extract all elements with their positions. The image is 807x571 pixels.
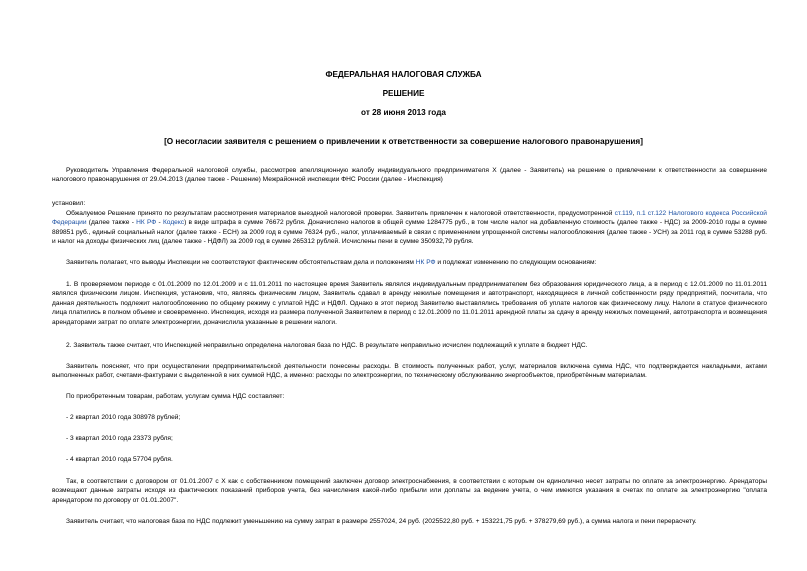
vat-intro-paragraph: По приобретенным товарам, работам, услугам сумма НДС составляет: — [66, 393, 285, 400]
agency-name: ФЕДЕРАЛЬНАЯ НАЛОГОВАЯ СЛУЖБА — [325, 70, 482, 79]
applicant-position-paragraph — [52, 258, 767, 267]
ustanovil-label: установил: — [52, 200, 86, 207]
vat-item-q3: - 3 квартал 2010 года 23373 рубля; — [66, 435, 173, 442]
link-kodeks[interactable]: Кодекс — [162, 219, 185, 227]
text-segment: ) в виде штрафа в сумме 76672 рубля. Доначислено налогов в общей сумме 1284775 руб., в том числе налог на добавленную стоимость (далее также - НДС) за 2009-2010 годы в сумме 889851 руб., единый социальный налог (далее также - ЕСН) за 2009 год в сумме 76324 руб., налог, уплачиваемый в связи с применением упрощенной системы налогообложения (далее также - УСН) за 2011 год в сумме 53288 руб. и налог на доходы физических лиц (далее также - НДФЛ) за 2009 год в сумме 265312 рублей. Исчислены пени в сумме 350932,79 рубля. — [52, 219, 767, 246]
link-article-119[interactable]: ст.119 — [614, 210, 633, 217]
text-segment: (далее также - — [86, 219, 137, 227]
tax-base-conclusion-paragraph: Заявитель считает, что налоговая база по НДС подлежит уменьшению на сумму затрат в размере 2557024, 24 руб. (2025522,80 руб. + 153221,75 руб. + 378279,69 руб.), а сумма налога и пени перерасчету. — [66, 518, 697, 525]
point-1-paragraph: 1. В проверяемом периоде с 01.01.2009 по 12.01.2009 и с 11.01.2011 по настоящее время Заявитель являлся индивидуальным предпринимателем без образования юридического лица, а в период с 12.01.2009 по 11.01.2011 являлся физическим лицом. Инспекция, установив, что, являясь физическим лицом, Заявитель сдавал в аренду нежилые помещения и автотранспорт, находящиеся в личной собственности ряду предприятий, посчитала, что данная деятельность подлежит налогообложению по общему режиму с уплатой НДС и НДФЛ. Однако в этот период Заявителю выставлялись требования об уплате налогов как физическому лицу. Налоги в статусе физического лица платились в полном объеме и своевременно. Инспекция, исходя из размера полученной Заявителем в период с 12.01.2009 по 11.01.2011 арендной платы за сдачу в аренду нежилых помещений, автотранспорта и возмещения арендаторами затрат по оплате электроэнергии, доначислила указанные в решении налоги. — [52, 281, 767, 326]
text-segment: - — [158, 219, 161, 227]
document-date: от 28 июня 2013 года — [361, 108, 446, 117]
expenses-paragraph: Заявитель поясняет, что при осуществлении предпринимательской деятельности понесены расходы. В стоимость полученных работ, услуг, материалов включена сумма НДС, что подтверждается накладными, актами выполненных работ, счетами-фактурами с выделенной в них суммой НДС, а именно: расходы по электроэнергии, по техническому обслуживанию энергообъектов, приобретённым материалам. — [52, 363, 767, 380]
link-nk-rf[interactable]: НК РФ — [136, 219, 157, 227]
text-segment: Заявитель полагает, что выводы Инспекции не соответствуют фактическим обстоятельствам дела и положениям — [66, 259, 416, 266]
document-type: РЕШЕНИЕ — [382, 89, 425, 98]
link-article-122-tax-code[interactable]: п.1 ст.122 Налогового кодекса Российской Федерации — [52, 210, 767, 227]
link-nk-rf[interactable]: НК РФ — [415, 259, 436, 266]
text-segment: , — [632, 210, 637, 217]
text-segment: Обжалуемое Решение принято по результатам рассмотрения материалов выездной налоговой проверки. Заявитель привлечен к налоговой ответственности, предусмотренной — [66, 210, 615, 217]
decision-summary-paragraph — [52, 209, 767, 247]
document-title: [О несогласии заявителя с решением о привлечении к ответственности за совершение налогового правонарушения] — [164, 137, 643, 146]
point-2-paragraph: 2. Заявитель также считает, что Инспекцией неправильно определена налоговая база по НДС. В результате неправильно исчислен подлежащий к уплате в бюджет НДС. — [66, 342, 588, 349]
text-segment: и подлежат изменению по следующим основаниям: — [435, 259, 597, 266]
vat-item-q2: - 2 квартал 2010 года 308978 рублей; — [66, 414, 181, 421]
electricity-contract-paragraph: Так, в соответствии с договором от 01.01.2007 с Х как с собственником помещений заключен договор электроснабжения, в соответствии с которым он единолично несет затраты по оплате за электроэнергию. Арендаторы возмещают данные затраты исходя из фактических показаний приборов учета, без начисления какой-либо прибыли или доплаты за ведение учета, о чем имеются указания в счетах по оплате за электроэнергию "оплата арендатором по договору от 01.01.2007". — [52, 478, 767, 504]
vat-item-q4: - 4 квартал 2010 года 57704 рубля. — [66, 456, 173, 463]
intro-paragraph: Руководитель Управления Федеральной налоговой службы, рассмотрев апелляционную жалобу индивидуального предпринимателя Х (далее - Заявитель) на решение о привлечении к ответственности за совершение налогового правонарушения от 29.04.2013 (далее также - Решение) Межрайонной инспекции ФНС России (далее - Инспекция) — [52, 167, 767, 184]
